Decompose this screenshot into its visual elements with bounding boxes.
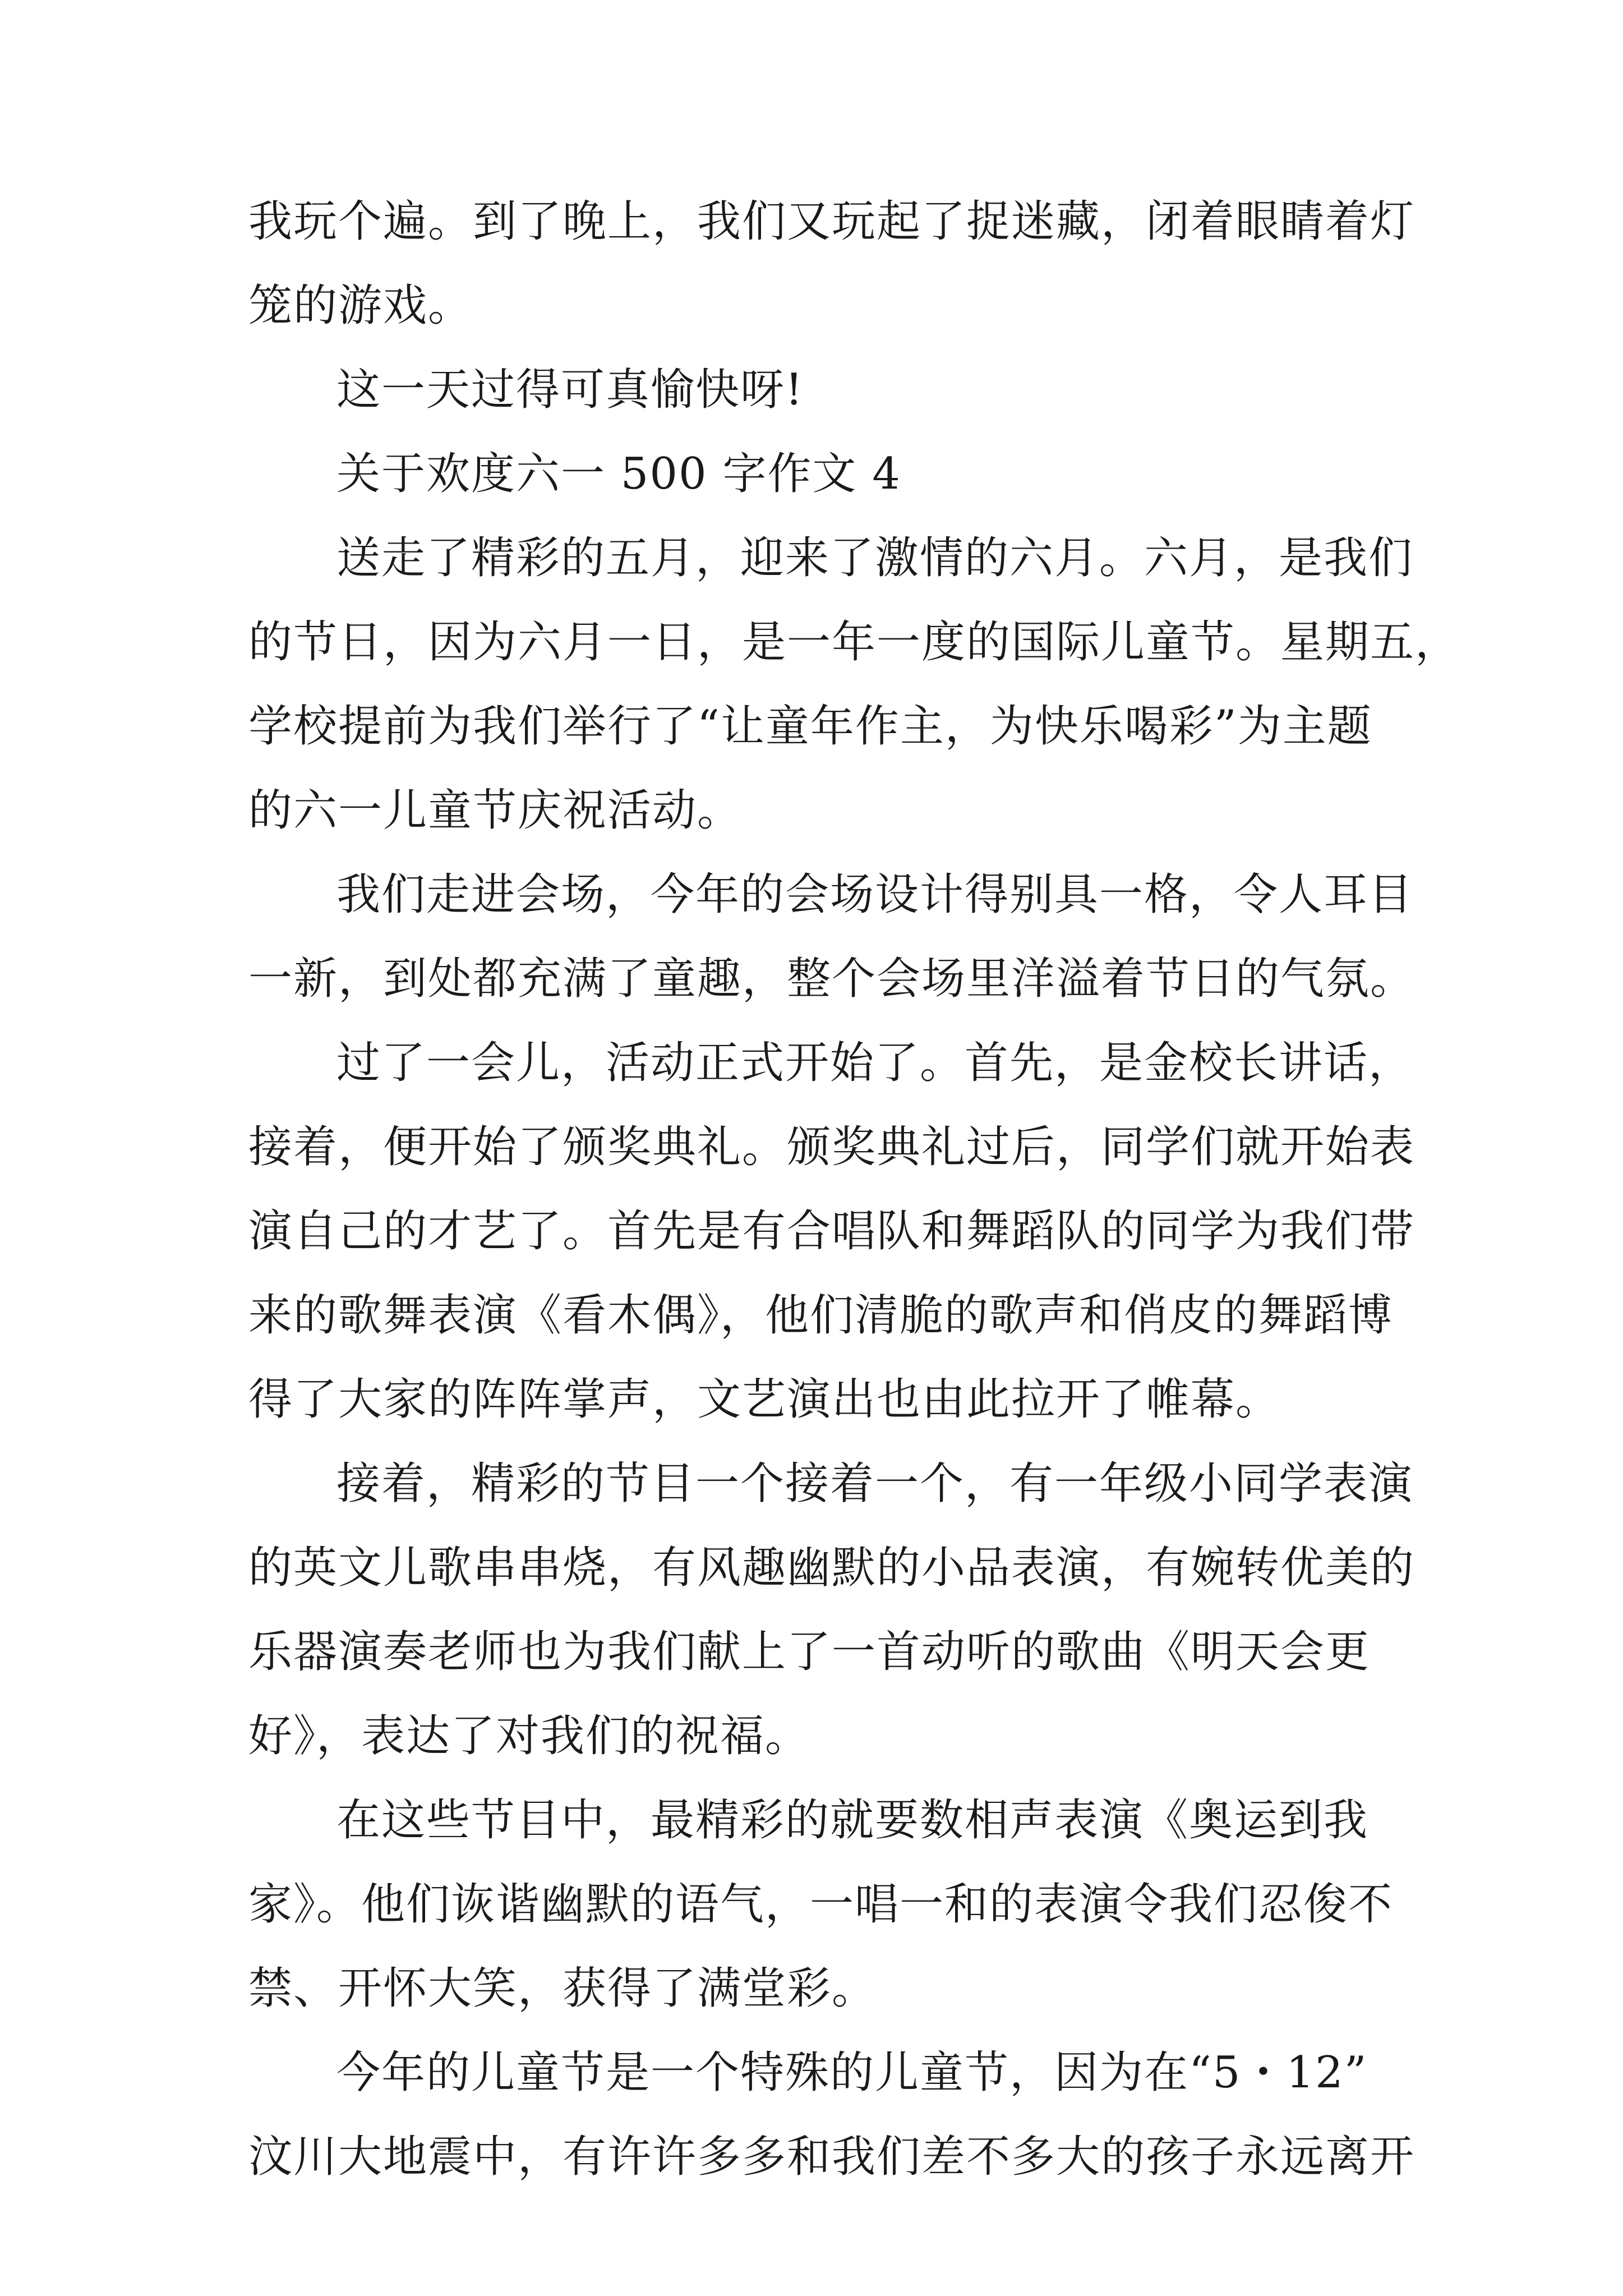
line-text: 的节日，因为六月一日，是一年一度的国际儿童节。星期五，	[248, 617, 1460, 668]
text-line	[0, 780, 1623, 874]
line-text: 来的歌舞表演《看木偶》，他们清脆的歌声和俏皮的舞蹈博	[248, 1290, 1394, 1341]
line-text: 送走了精彩的五月，迎来了激情的六月。六月，是我们	[336, 533, 1414, 583]
heading-line	[0, 443, 1623, 537]
text-line	[0, 191, 1623, 285]
line-text: 我玩个遍。到了晚上，我们又玩起了捉迷藏，闭着眼睛着灯	[248, 196, 1415, 247]
line-text: 乐器演奏老师也为我们献上了一首动听的歌曲《明天会更	[248, 1627, 1371, 1677]
line-text: 的六一儿童节庆祝活动。	[248, 785, 743, 836]
text-line	[0, 275, 1623, 369]
line-text: 关于欢度六一 500 字作文 4	[336, 449, 901, 499]
text-line	[0, 1874, 1623, 1968]
text-line	[0, 359, 1623, 453]
line-text: 过了一会儿，活动正式开始了。首先，是金校长讲话，	[336, 1038, 1414, 1088]
line-text: 的英文儿歌串串烧，有风趣幽默的小品表演，有婉转优美的	[248, 1543, 1415, 1593]
line-text: 禁、开怀大笑，获得了满堂彩。	[248, 1963, 877, 2014]
line-text: 家》。他们诙谐幽默的语气，一唱一和的表演令我们忍俊不	[248, 1879, 1394, 1930]
line-text: 汶川大地震中，有许许多多和我们差不多大的孩子永远离开	[248, 2132, 1415, 2182]
line-text: 演自己的才艺了。首先是有合唱队和舞蹈队的同学为我们带	[248, 1206, 1415, 1257]
text-line	[0, 611, 1623, 706]
text-line	[0, 1958, 1623, 2052]
line-text: 今年的儿童节是一个特殊的儿童节，因为在“5・12”	[336, 2047, 1368, 2098]
line-text: 在这些节目中，最精彩的就要数相声表演《奥运到我	[336, 1795, 1369, 1846]
text-line	[0, 1789, 1623, 1884]
line-text: 学校提前为我们举行了“让童年作主，为快乐喝彩”为主题	[248, 701, 1372, 752]
text-line	[0, 2042, 1623, 2136]
line-text: 好》，表达了对我们的祝福。	[248, 1711, 810, 1761]
text-line	[0, 1705, 1623, 1800]
line-text: 笼的游戏。	[248, 280, 473, 331]
text-line	[0, 2126, 1623, 2220]
text-line	[0, 527, 1623, 622]
line-text: 接着，精彩的节目一个接着一个，有一年级小同学表演	[336, 1458, 1414, 1509]
line-text: 得了大家的阵阵掌声，文艺演出也由此拉开了帷幕。	[248, 1374, 1281, 1425]
text-line	[0, 1621, 1623, 1715]
line-text: 我们走进会场，今年的会场设计得别具一格，令人耳目	[336, 869, 1414, 920]
line-text: 一新，到处都充满了童趣，整个会场里洋溢着节日的气氛。	[248, 954, 1415, 1004]
text-line	[0, 1200, 1623, 1295]
text-line	[0, 1369, 1623, 1463]
text-line	[0, 1285, 1623, 1379]
text-line	[0, 696, 1623, 790]
text-line	[0, 1453, 1623, 1547]
line-text: 接着，便开始了颁奖典礼。颁奖典礼过后，同学们就开始表	[248, 1122, 1415, 1172]
text-line	[0, 1032, 1623, 1126]
text-line	[0, 1116, 1623, 1211]
text-line	[0, 1537, 1623, 1631]
line-text: 这一天过得可真愉快呀!	[336, 365, 804, 415]
text-line	[0, 948, 1623, 1042]
text-line	[0, 864, 1623, 958]
